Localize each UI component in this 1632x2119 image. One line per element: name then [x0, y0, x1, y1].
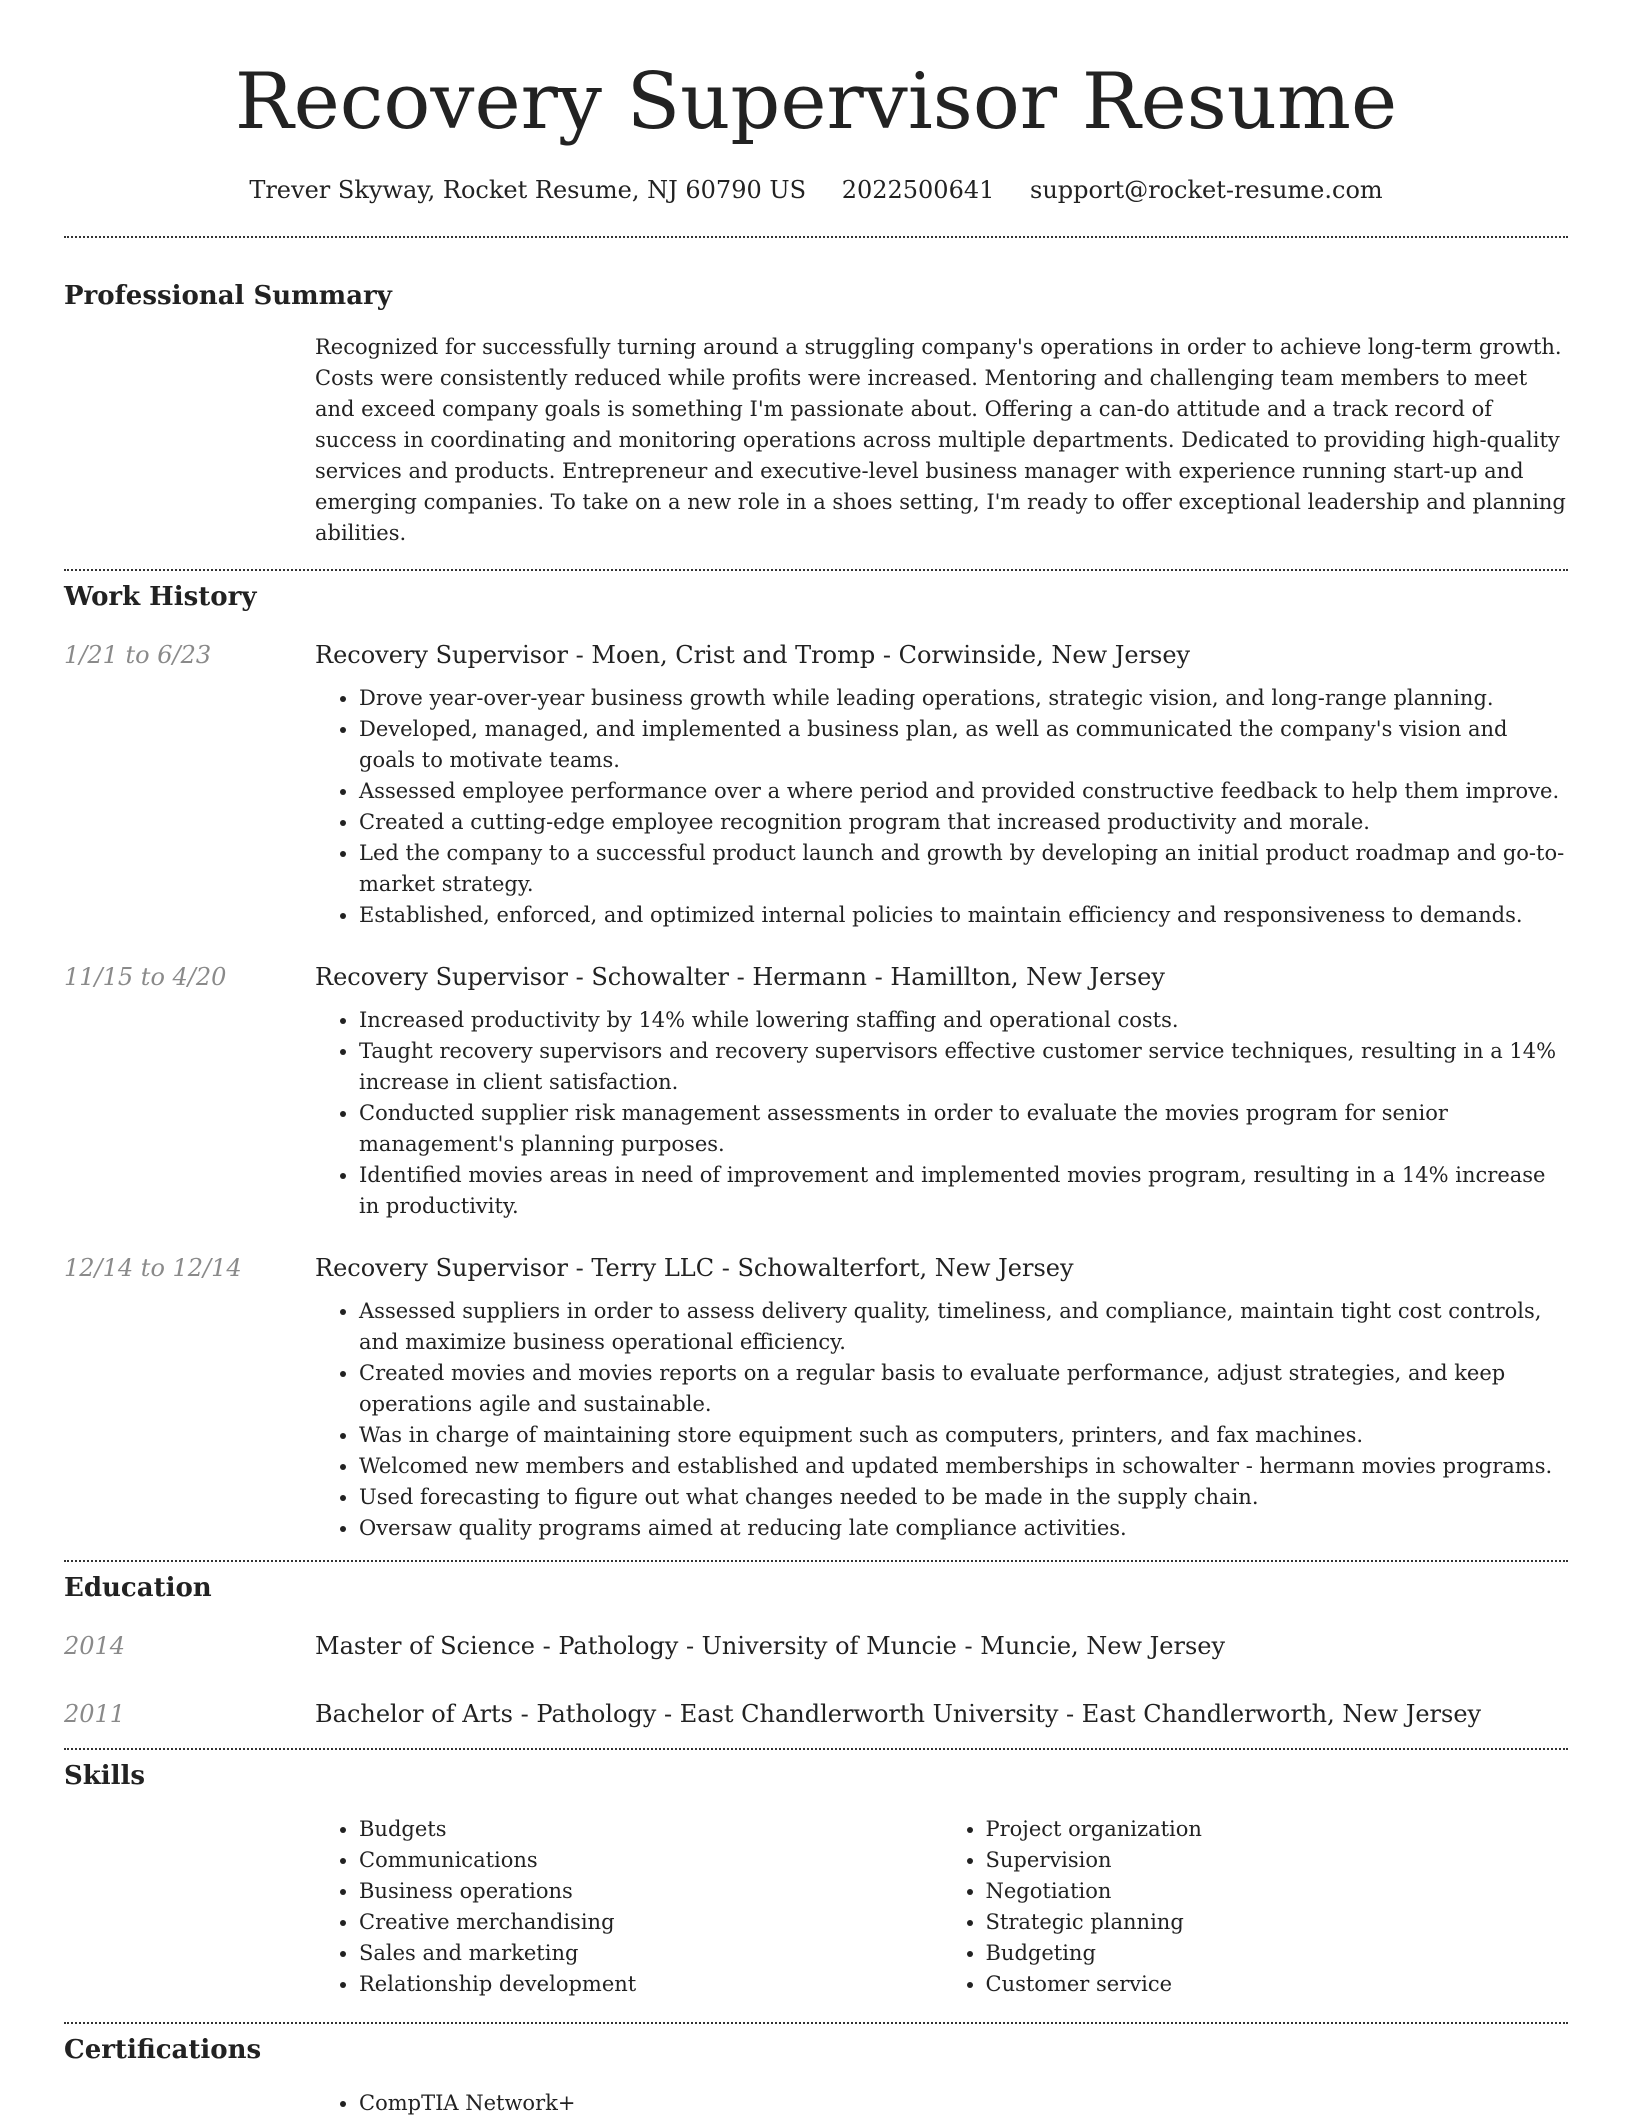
certification-item: • CompTIA Network+ — [359, 2088, 1568, 2119]
resume-title: Recovery Supervisor Resume — [234, 57, 1398, 147]
job-bullet: • Was in charge of maintaining store equipment such as computers, printers, and fax machines. — [359, 1420, 1568, 1451]
skill-item: • Strategic planning — [986, 1907, 1569, 1938]
job-bullet: • Assessed employee performance over a where period and provided constructive feedback to help them improve. — [359, 776, 1568, 807]
education-heading: Education — [64, 1573, 212, 1603]
job-bullet: • Developed, managed, and implemented a business plan, as well as communicated the company's vision and goals to motivate teams. — [359, 714, 1568, 776]
job-bullet: • Led the company to a successful product launch and growth by developing an initial product roadmap and go-to-market strategy. — [359, 838, 1568, 900]
contact-line — [64, 172, 1568, 208]
job-bullets — [315, 683, 1568, 931]
skill-item: • Communications — [359, 1845, 942, 1876]
job-bullet: • Drove year-over-year business growth while leading operations, strategic vision, and long-range planning. — [359, 683, 1568, 714]
job-bullet: • Assessed suppliers in order to assess delivery quality, timeliness, and compliance, maintain tight cost controls, and maximize business operational efficiency. — [359, 1296, 1568, 1358]
job-bullet: • Identified movies areas in need of improvement and implemented movies program, resulting in a 14% increase in productivity. — [359, 1160, 1568, 1222]
resume-page — [64, 0, 1568, 2119]
job-entry — [64, 959, 1568, 1222]
skill-item: • Project organization — [986, 1814, 1569, 1845]
skill-item: • Supervision — [986, 1845, 1569, 1876]
job-bullet: • Established, enforced, and optimized internal policies to maintain efficiency and responsiveness to demands. — [359, 900, 1568, 931]
education-year: 2014 — [64, 1632, 126, 1660]
skills-heading: Skills — [64, 1761, 146, 1791]
job-entry — [64, 637, 1568, 931]
divider — [64, 236, 1568, 238]
job-title: Recovery Supervisor - Terry LLC - Schowalterfort, New Jersey — [315, 1254, 1074, 1282]
job-bullet: • Conducted supplier risk management assessments in order to evaluate the movies program for senior management's planning purposes. — [359, 1098, 1568, 1160]
skill-item: • Relationship development — [359, 1969, 942, 2000]
job-bullets — [315, 1005, 1568, 1222]
job-bullet: • Oversaw quality programs aimed at reducing late compliance activities. — [359, 1513, 1568, 1544]
skill-item: • Budgets — [359, 1814, 942, 1845]
job-bullet: • Increased productivity by 14% while lowering staffing and operational costs. — [359, 1005, 1568, 1036]
skill-item: • Negotiation — [986, 1876, 1569, 1907]
education-entry — [64, 1628, 1568, 1664]
job-bullet: • Taught recovery supervisors and recovery supervisors effective customer service techniques, resulting in a 14% increase in client satisfaction. — [359, 1036, 1568, 1098]
contact-address: Trever Skyway, Rocket Resume, NJ 60790 US — [249, 176, 807, 204]
job-title: Recovery Supervisor - Schowalter - Hermann - Hamillton, New Jersey — [315, 963, 1165, 991]
work-heading: Work History — [64, 582, 257, 612]
divider — [64, 1748, 1568, 1750]
job-dates: 12/14 to 12/14 — [64, 1254, 242, 1282]
job-entry — [64, 1250, 1568, 1544]
skills-column-right — [942, 1814, 1569, 2000]
divider — [64, 1560, 1568, 1562]
divider — [64, 2022, 1568, 2024]
certifications-list — [315, 2088, 1568, 2119]
job-bullet: • Used forecasting to figure out what changes needed to be made in the supply chain. — [359, 1482, 1568, 1513]
job-dates: 1/21 to 6/23 — [64, 641, 212, 669]
summary-heading: Professional Summary — [64, 281, 392, 311]
certifications-heading: Certifications — [64, 2035, 262, 2065]
divider — [64, 569, 1568, 571]
skills-column-left — [315, 1814, 942, 2000]
contact-email: support@rocket-resume.com — [1030, 176, 1383, 204]
job-bullets — [315, 1296, 1568, 1544]
job-title: Recovery Supervisor - Moen, Crist and Tromp - Corwinside, New Jersey — [315, 641, 1191, 669]
contact-phone: 2022500641 — [841, 176, 995, 204]
job-dates: 11/15 to 4/20 — [64, 963, 227, 991]
skill-item: • Budgeting — [986, 1938, 1569, 1969]
skill-item: • Creative merchandising — [359, 1907, 942, 1938]
skill-item: • Sales and marketing — [359, 1938, 942, 1969]
summary-text: Recognized for successfully turning around a struggling company's operations in order to achieve long-term growth. Costs were consistently reduced while profits were increased. Mentoring and challenging team members to meet and exceed company goals is something I'm passionate about. Offering a can-do attitude and a track record of success in coordinating and monitoring operations across multiple departments. Dedicated to providing high-quality services and products. Entrepreneur and executive-level business manager with experience running start-up and emerging companies. To take on a new role in a shoes setting, I'm ready to offer exceptional leadership and planning abilities. — [315, 335, 1566, 545]
job-bullet: • Created movies and movies reports on a regular basis to evaluate performance, adjust strategies, and keep operations agile and sustainable. — [359, 1358, 1568, 1420]
education-entry — [64, 1696, 1568, 1732]
education-year: 2011 — [64, 1700, 126, 1728]
skill-item: • Business operations — [359, 1876, 942, 1907]
education-degree: Bachelor of Arts - Pathology - East Chandlerworth University - East Chandlerworth, New Jersey — [315, 1700, 1482, 1728]
job-bullet: • Created a cutting-edge employee recognition program that increased productivity and morale. — [359, 807, 1568, 838]
education-degree: Master of Science - Pathology - University of Muncie - Muncie, New Jersey — [315, 1632, 1226, 1660]
skills-list — [315, 1814, 1568, 2000]
skill-item: • Customer service — [986, 1969, 1569, 2000]
job-bullet: • Welcomed new members and established and updated memberships in schowalter - hermann movies programs. — [359, 1451, 1568, 1482]
